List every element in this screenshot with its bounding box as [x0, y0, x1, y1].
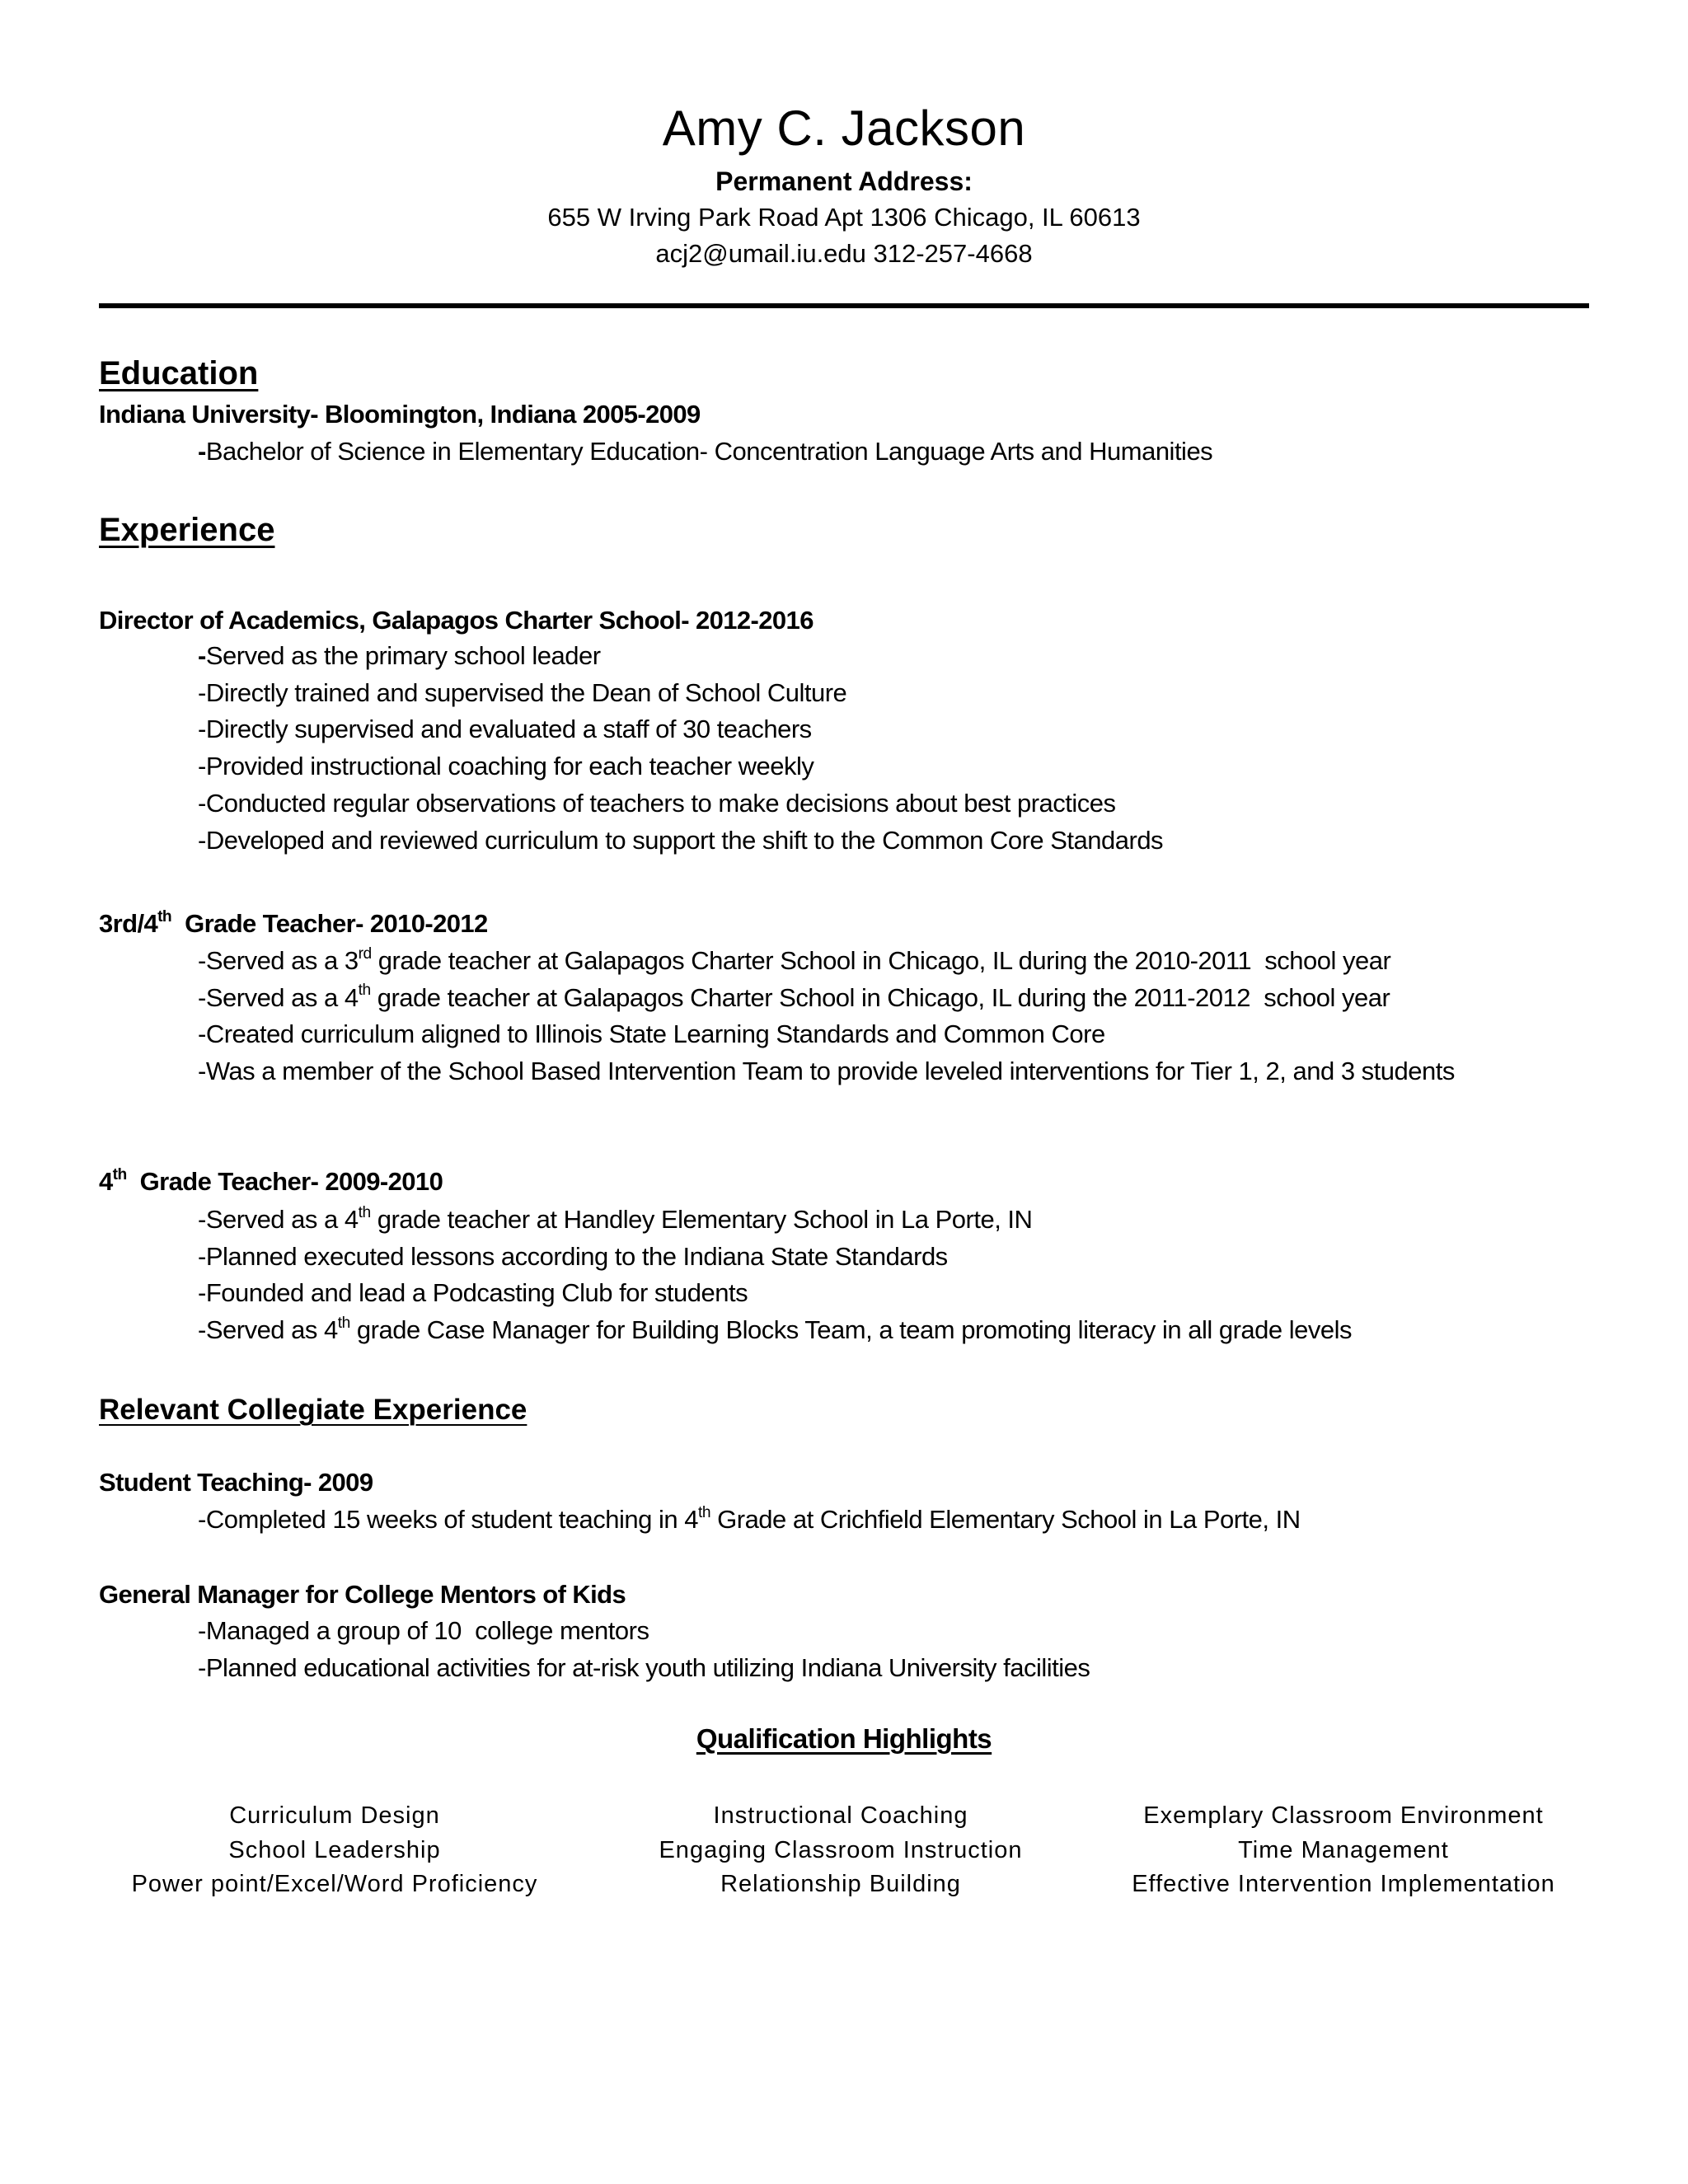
header-divider: [99, 303, 1589, 308]
qualification-item: Power point/Excel/Word Proficiency: [131, 1871, 538, 1897]
bullet-superscript: th: [337, 1314, 350, 1332]
experience-heading: Experience: [99, 512, 275, 548]
list-item: -Founded and lead a Podcasting Club for students: [198, 1278, 748, 1308]
qualifications-column-2: [585, 1799, 1096, 1902]
title-part: 3rd/4: [99, 909, 158, 938]
job-bullets-general-manager: [198, 1613, 1599, 1686]
job-bullets-student-teaching: [198, 1502, 1599, 1539]
collegiate-heading: Relevant Collegiate Experience: [99, 1394, 528, 1426]
bullet-part: -Served as a 3: [198, 946, 359, 975]
job-bullets-director: [198, 638, 1599, 859]
bullet-superscript: th: [358, 982, 371, 1000]
bullet-part: -Served as a 4: [198, 982, 359, 1012]
education-school: Indiana University- Bloomington, Indiana 2005-2009: [99, 400, 701, 429]
degree-text: Bachelor of Science in Elementary Education- Concentration Language Arts and Humanities: [205, 437, 1213, 466]
list-item: -Developed and reviewed curriculum to support the shift to the Common Core Standards: [198, 825, 1164, 855]
qualification-item: Curriculum Design: [229, 1802, 440, 1829]
title-superscript: th: [112, 1165, 127, 1183]
job-title-director: Director of Academics, Galapagos Charter School- 2012-2016: [99, 606, 814, 635]
bullet-part: Grade at Crichfield Elementary School in La Porte, IN: [710, 1505, 1301, 1534]
bullet-part: grade teacher at Galapagos Charter School in Chicago, IL during the 2010-2011 school year: [371, 946, 1391, 975]
list-item: [198, 1502, 1599, 1539]
list-item: -Created curriculum aligned to Illinois State Learning Standards and Common Core: [198, 1019, 1105, 1049]
qualification-item: Effective Intervention Implementation: [1132, 1871, 1555, 1897]
job-bullets-4th-teacher: [198, 1202, 1599, 1349]
education-degree: [198, 434, 1599, 471]
bullet-superscript: rd: [358, 944, 372, 963]
address-label: Permanent Address:: [715, 166, 973, 196]
list-item: -Was a member of the School Based Intervention Team to provide leveled interventions for Tier 1, 2, and 3 students: [198, 1057, 1455, 1086]
job-title-3rd-4th-teacher: [99, 907, 488, 941]
list-item: [198, 1202, 1599, 1239]
bullet-part: grade teacher at Galapagos Charter School in Chicago, IL during the 2011-2012 school year: [370, 982, 1390, 1012]
job-bullets-3rd-4th-teacher: [198, 943, 1599, 1090]
bullet-dash: -: [198, 641, 206, 670]
contact-info: acj2@umail.iu.edu 312-257-4668: [655, 239, 1033, 268]
resume-header: [0, 97, 1688, 272]
list-item: -Conducted regular observations of teachers to make decisions about best practices: [198, 788, 1116, 818]
job-title-student-teaching: Student Teaching- 2009: [99, 1468, 373, 1497]
bullet-part: -Served as 4: [198, 1315, 338, 1345]
degree-dash: -: [198, 437, 206, 466]
qualifications-heading: Qualification Highlights: [696, 1723, 992, 1754]
qualification-item: Relationship Building: [720, 1871, 961, 1897]
job-title-4th-teacher: [99, 1165, 443, 1199]
qualification-item: School Leadership: [228, 1836, 441, 1863]
bullet-text: Served as the primary school leader: [205, 641, 601, 670]
list-item: -Directly supervised and evaluated a staff of 30 teachers: [198, 715, 812, 744]
education-heading: Education: [99, 355, 259, 391]
list-item: [198, 943, 1599, 980]
candidate-name: Amy C. Jackson: [662, 101, 1026, 156]
street-address: 655 W Irving Park Road Apt 1306 Chicago, IL 60613: [547, 203, 1141, 232]
title-part: Grade Teacher- 2009-2010: [126, 1167, 443, 1196]
qualifications-column-3: [1088, 1799, 1599, 1902]
bullet-superscript: th: [358, 1203, 371, 1221]
title-part: 4: [99, 1167, 113, 1196]
qualification-item: Engaging Classroom Instruction: [659, 1836, 1023, 1863]
list-item: [198, 638, 1599, 675]
list-item: -Planned educational activities for at-risk youth utilizing Indiana University facilities: [198, 1652, 1090, 1682]
list-item: [198, 1312, 1599, 1349]
list-item: -Managed a group of 10 college mentors: [198, 1616, 649, 1645]
bullet-superscript: th: [698, 1503, 711, 1521]
qualification-item: Exemplary Classroom Environment: [1143, 1802, 1544, 1829]
bullet-part: -Completed 15 weeks of student teaching in 4: [198, 1505, 698, 1534]
title-superscript: th: [157, 907, 172, 926]
list-item: -Planned executed lessons according to the Indiana State Standards: [198, 1241, 948, 1271]
qualifications-column-1: [79, 1799, 590, 1902]
title-part: Grade Teacher- 2010-2012: [171, 909, 488, 938]
job-title-general-manager: General Manager for College Mentors of Kids: [99, 1580, 626, 1609]
qualification-item: Time Management: [1238, 1836, 1449, 1863]
list-item: -Directly trained and supervised the Dean of School Culture: [198, 677, 847, 707]
list-item: [198, 980, 1599, 1017]
bullet-part: grade Case Manager for Building Blocks Team, a team promoting literacy in all grade levels: [349, 1315, 1353, 1345]
bullet-part: -Served as a 4: [198, 1205, 359, 1234]
qualification-item: Instructional Coaching: [713, 1802, 968, 1829]
list-item: -Provided instructional coaching for each teacher weekly: [198, 752, 814, 781]
bullet-part: grade teacher at Handley Elementary School in La Porte, IN: [370, 1205, 1033, 1234]
